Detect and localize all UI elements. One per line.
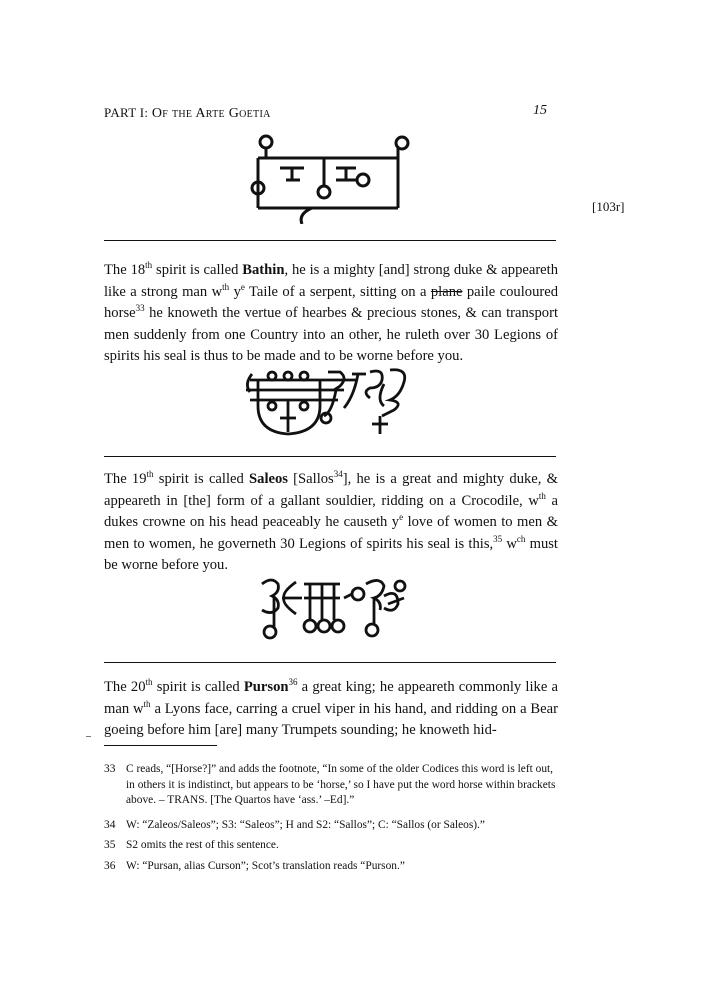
footnote-number: 35 [104,839,116,851]
footnote-ref: 34 [333,469,343,480]
header-part-prefix: PART I: [104,105,152,120]
footnote-34 [104,818,558,834]
scan-mark [86,736,91,737]
spirit-18-paragraph [104,260,558,368]
text-run: must be worne before you. [104,535,558,573]
footnote-35 [104,838,558,854]
spirit-number: 19 [131,471,147,487]
text-run: spirit is called [152,262,243,278]
spirit-name: Saleos [249,471,288,487]
ordinal-suffix: th [145,260,153,271]
struck-word: plane [430,283,463,300]
footnote-ref: 36 [288,677,298,688]
footnote-text: S2 omits the rest of this sentence. [126,839,279,851]
footnote-number: 36 [104,860,116,872]
abbrev-sup: th [538,490,546,501]
abbrev-sup: th [143,698,151,709]
spirit-name: Bathin [242,262,285,278]
text-run: he knoweth the vertue of hearbes & precious stones, & can transport men suddenly from one Country into an other, he ruleth over 30 Legions of spirits his seal is thus to be made and to be worne before you. [104,305,558,364]
text-run: w [502,535,517,552]
footnote-number: 33 [104,763,116,775]
text-run: Taile of a serpent, sitting on a [244,283,431,300]
footnote-text: W: “Zaleos/Saleos”; S3: “Saleos”; H and S2: “Sallos”; C: “Sallos (or Saleos).” [126,819,485,831]
running-header [104,105,271,122]
text-run: paile couloured horse [104,283,559,321]
spirit-name: Purson [243,679,289,695]
folio-reference: [103r] [592,199,625,214]
abbrev-sup: th [222,281,230,292]
seal-saleos-icon [256,574,416,642]
section-divider [104,240,556,241]
spirit-20-paragraph [104,677,558,742]
abbrev-sup: ch [516,533,526,544]
text-run: , he is a mighty [and] strong duke & appeareth like a strong man w [104,262,559,300]
seal-bathin-icon [244,366,414,438]
text-run: The [104,471,132,487]
header-part-title: Of the Arte Goetia [151,106,271,121]
text-run: [Sallos [287,471,334,487]
page-number: 15 [533,103,547,118]
footnote-36 [104,859,558,875]
text-run: a dukes crowne on his head peaceably he causeth y [104,492,558,530]
text-run: The [104,262,131,278]
text-run: The [104,679,131,695]
text-run: y [229,283,241,300]
text-run: spirit is called [153,471,250,487]
ordinal-suffix: th [146,469,154,480]
text-run: a Lyons face, carring a cruel viper in his hand, and ridding on a Bear goeing before him [are] many Trumpets sounding; he knoweth hid- [104,700,558,738]
text-run: a great king; he appeareth commonly like a man w [104,679,558,717]
section-divider [104,662,556,663]
spirit-19-paragraph [104,469,558,577]
abbrev-sup: e [399,512,404,523]
text-run: spirit is called [152,679,244,695]
seal-17-icon [250,134,420,224]
footnote-number: 34 [104,819,116,831]
ordinal-suffix: th [145,677,153,688]
footnote-text: C reads, “[Horse?]” and adds the footnote, “In some of the older Codices this word is left out, in others it is indistinct, but appears to be ‘horse,’ so I have put the word horse within brackets above. – TRANS. [The Quartos have ‘ass.’ –Ed].” [126,763,556,806]
text-run: ], he is a great and mighty duke, & appeareth in [the] form of a gallant souldier, ridding on a Crocodile, w [104,471,559,509]
spirit-number: 20 [130,679,146,695]
spirit-number: 18 [130,262,146,278]
footnote-ref: 33 [135,303,145,314]
footnote-text: W: “Pursan, alias Curson”; Scot’s translation reads “Purson.” [126,860,405,872]
footnote-ref: 35 [493,533,503,544]
text-run: love of women to men & men to women, he governeth 30 Legions of spirits his seal is this, [104,514,558,552]
section-divider [104,456,556,457]
footnote-rule [104,745,217,746]
abbrev-sup: e [240,281,245,292]
footnote-33 [104,762,558,809]
